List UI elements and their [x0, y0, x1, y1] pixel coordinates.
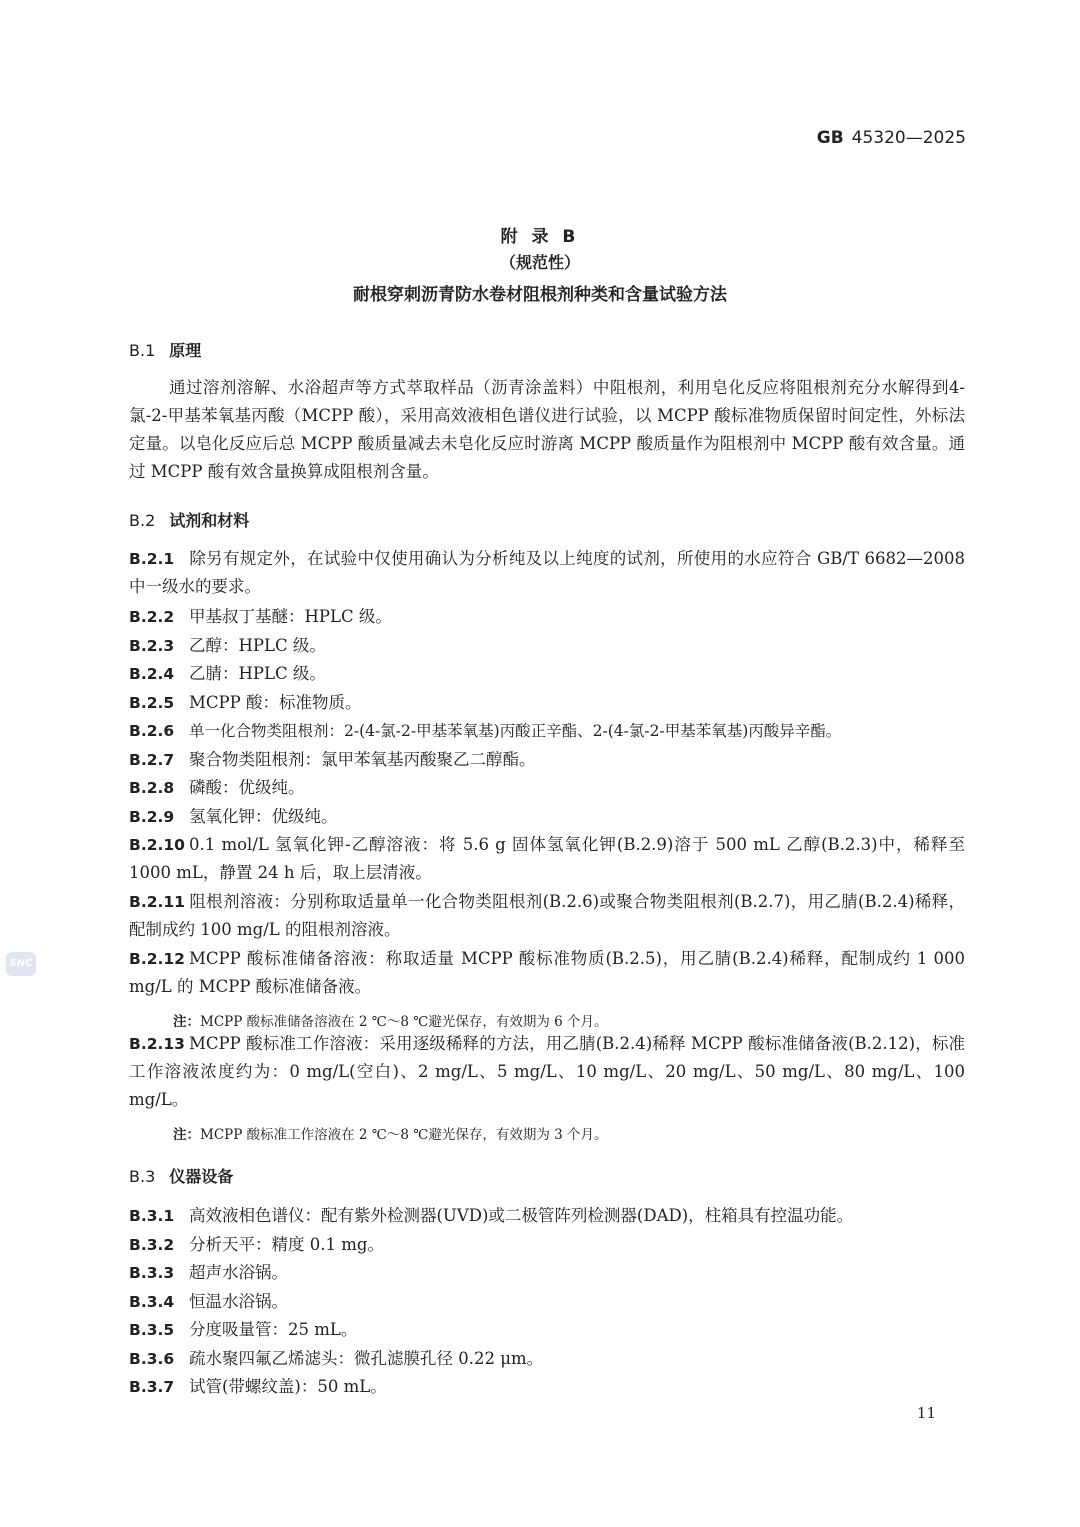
list-item: B.2.8 磷酸：优级纯。 — [129, 778, 305, 797]
list-item: B.2.9 氢氧化钾：优级纯。 — [129, 807, 338, 826]
list-item: B.2.5 MCPP 酸：标准物质。 — [129, 693, 362, 712]
list-item: B.2.1 除另有规定外，在试验中仅使用确认为分析纯及以上纯度的试剂，所使用的水应符合 GB/T 6682—2008 中一级水的要求。 — [129, 549, 965, 596]
note: 注：MCPP 酸标准工作溶液在 2 ℃～8 ℃避光保存，有效期为 3 个月。 — [173, 1127, 608, 1143]
appendix-title: 耐根穿刺沥青防水卷材阻根剂种类和含量试验方法 — [353, 285, 727, 305]
list-item: B.3.2 分析天平：精度 0.1 mg。 — [129, 1235, 384, 1254]
section-heading: B.2 试剂和材料 — [129, 511, 250, 530]
list-item: B.3.6 疏水聚四氟乙烯滤头：微孔滤膜孔径 0.22 μm。 — [129, 1349, 544, 1368]
list-item: B.3.7 试管(带螺纹盖)：50 mL。 — [129, 1377, 387, 1396]
list-item: B.2.6 单一化合物类阻根剂：2-(4-氯-2-甲基苯氧基)丙酸正辛酯、2-(4-氯-2-甲基苯氧基)丙酸异辛酯。 — [129, 722, 842, 740]
page-number: 11 — [916, 1404, 936, 1422]
list-item: B.3.3 超声水浴锅。 — [129, 1263, 288, 1282]
list-item: B.2.3 乙醇：HPLC 级。 — [129, 636, 326, 655]
list-item: B.2.7 聚合物类阻根剂：氯甲苯氧基丙酸聚乙二醇酯。 — [129, 750, 536, 769]
appendix-label: 附 录 B — [500, 227, 580, 247]
list-item: B.2.2 甲基叔丁基醚：HPLC 级。 — [129, 607, 392, 626]
section-heading: B.1 原理 — [129, 341, 202, 360]
list-item: B.3.1 高效液相色谱仪：配有紫外检测器(UVD)或二极管阵列检测器(DAD)，柱箱具有控温功能。 — [129, 1206, 854, 1225]
section-heading: B.3 仪器设备 — [129, 1167, 234, 1186]
list-item: B.3.4 恒温水浴锅。 — [129, 1292, 288, 1311]
list-item: B.2.4 乙腈：HPLC 级。 — [129, 664, 326, 683]
principle-paragraph: 通过溶剂溶解、水浴超声等方式萃取样品（沥青涂盖料）中阻根剂，利用皂化反应将阻根剂充分水解得到4-氯-2-甲基苯氧基丙酸（MCPP 酸），采用高效液相色谱仪进行试验，以 MCPP 酸标准物质保留时间定性，外标法定量。以皂化反应后总 MCPP 酸质量减去未皂化反应时游离 MCPP 酸质量作为阻根剂中 MCPP 酸有效含量。通过 MCPP 酸有效含量换算成阻根剂含量。 — [129, 378, 965, 481]
list-item: B.2.12 MCPP 酸标准储备溶液：称取适量 MCPP 酸标准物质(B.2.5)，用乙腈(B.2.4)稀释，配制成约 1 000 mg/L 的 MCPP 酸标准储备液。 — [129, 949, 965, 996]
list-item: B.3.5 分度吸量管：25 mL。 — [129, 1320, 358, 1339]
list-item: B.2.11 阻根剂溶液：分别称取适量单一化合物类阻根剂(B.2.6)或聚合物类阻根剂(B.2.7)，用乙腈(B.2.4)稀释，配制成约 100 mg/L 的阻根剂溶液。 — [129, 892, 965, 939]
watermark-logo: SNC — [6, 952, 36, 976]
appendix-type: （规范性） — [499, 253, 580, 272]
standard-code: GB 45320—2025 — [816, 128, 966, 148]
list-item: B.2.13 MCPP 酸标准工作溶液：采用逐级稀释的方法，用乙腈(B.2.4)稀释 MCPP 酸标准储备液(B.2.12)，标准工作溶液浓度约为：0 mg/L(空白)、2 mg/L、5 mg/L、10 mg/L、20 mg/L、50 mg/L、80 mg/L、100 mg/L。 — [129, 1034, 965, 1109]
list-item: B.2.10 0.1 mol/L 氢氧化钾-乙醇溶液：将 5.6 g 固体氢氧化钾(B.2.9)溶于 500 mL 乙醇(B.2.3)中，稀释至 1000 mL，静置 24 h 后，取上层清液。 — [129, 835, 965, 882]
note: 注：MCPP 酸标准储备溶液在 2 ℃～8 ℃避光保存，有效期为 6 个月。 — [173, 1014, 608, 1030]
